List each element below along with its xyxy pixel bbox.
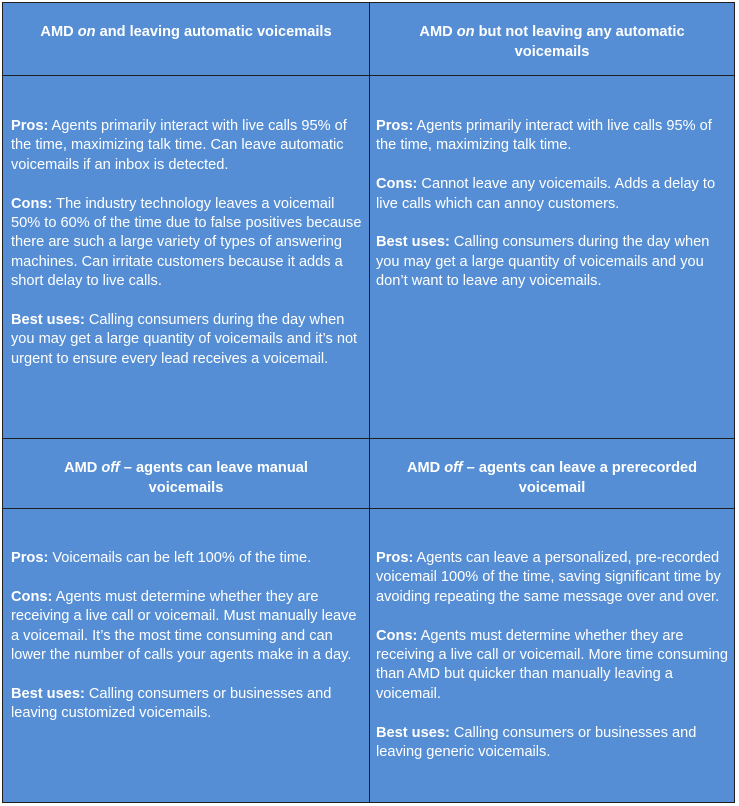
header-amd-on-not-leaving bbox=[370, 3, 734, 75]
header-text: AMD off – agents can leave a prerecorded voicemail bbox=[406, 460, 698, 496]
cell-amd-on-leaving bbox=[11, 117, 363, 389]
pros-paragraph: Pros: Agents primarily interact with live calls 95% of the time, maximizing talk time. Can leave automatic voicemails if an inbox is detected. bbox=[11, 118, 347, 173]
cell-amd-on-not-leaving bbox=[376, 117, 730, 311]
best-uses-paragraph: Best uses: Calling consumers or businesses and leaving customized voicemails. bbox=[11, 685, 332, 722]
pros-paragraph: Pros: Agents primarily interact with live calls 95% of the time, maximizing talk time. bbox=[376, 118, 712, 154]
header-amd-on-leaving bbox=[3, 3, 369, 75]
cons-paragraph: Cons: Agents must determine whether they are receiving a live call or voicemail. More time consuming than AMD but quicker than manually leaving a voicemail. bbox=[376, 627, 729, 702]
cell-amd-off-prerecorded bbox=[376, 549, 728, 782]
best-uses-paragraph: Best uses: Calling consumers or businesses and leaving generic voicemails. bbox=[376, 724, 697, 761]
pros-paragraph: Pros: Agents can leave a personalized, pre-recorded voicemail 100% of the time, saving significant time by avoiding repeating the same message over and over. bbox=[376, 550, 721, 605]
row-divider-3 bbox=[3, 508, 734, 509]
header-text: AMD off – agents can leave manual voicemails bbox=[64, 460, 308, 496]
header-text: AMD on and leaving automatic voicemails bbox=[40, 24, 332, 40]
header-amd-off-manual bbox=[3, 439, 369, 508]
cons-paragraph: Cons: Cannot leave any voicemails. Adds a delay to live calls which can annoy customers. bbox=[376, 176, 716, 212]
best-uses-paragraph: Best uses: Calling consumers during the day when you may get a large quantity of voicemails and you don’t want to leave any voicemails. bbox=[376, 234, 710, 290]
cell-amd-off-manual bbox=[11, 549, 365, 743]
cons-paragraph: Cons: Agents must determine whether they are receiving a live call or voicemail. Must manually leave a voicemail. It’s the most time consuming and can lower the number of calls your agents make in a day. bbox=[11, 588, 357, 664]
cons-paragraph: Cons: The industry technology leaves a voicemail 50% to 60% of the time due to false positives because there are such a large variety of types of answering machines. Can irritate customers because it adds a short delay to live calls. bbox=[11, 195, 362, 290]
column-divider bbox=[369, 3, 370, 802]
amd-comparison-table bbox=[2, 2, 735, 803]
pros-paragraph: Pros: Voicemails can be left 100% of the time. bbox=[11, 550, 312, 566]
header-text: AMD on but not leaving any automatic voicemails bbox=[419, 24, 685, 60]
best-uses-paragraph: Best uses: Calling consumers during the day when you may get a large quantity of voicemails and it’s not urgent to ensure every lead receives a voicemail. bbox=[11, 312, 358, 367]
header-amd-off-prerecorded bbox=[370, 439, 734, 508]
row-divider-1 bbox=[3, 75, 734, 76]
